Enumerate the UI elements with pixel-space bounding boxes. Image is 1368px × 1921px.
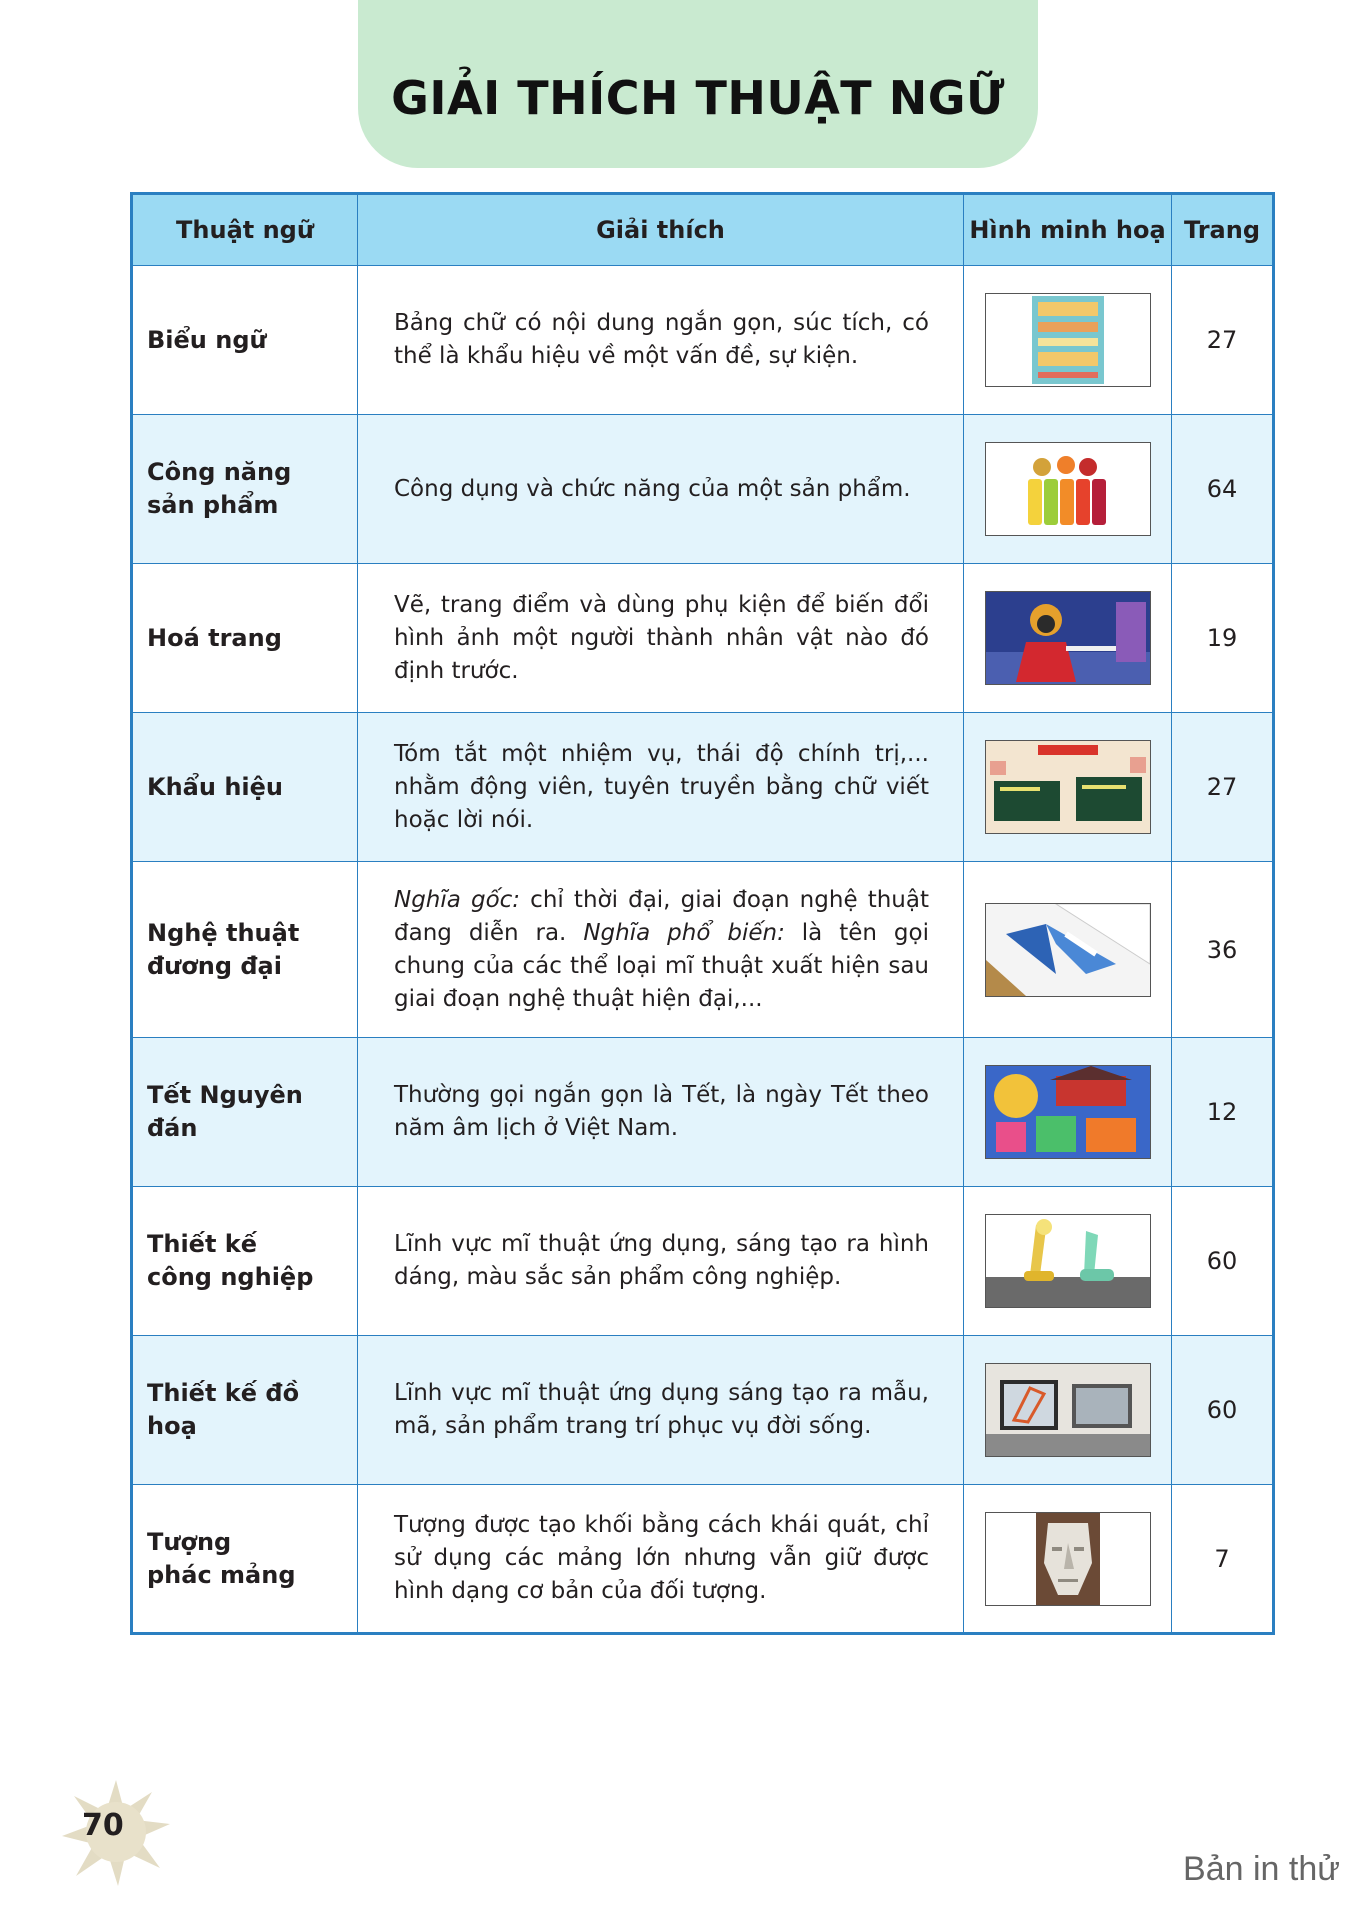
table-row xyxy=(132,713,1274,862)
juice-bottles-image xyxy=(985,442,1151,536)
term-cell: Khẩu hiệu xyxy=(132,713,358,862)
header-explanation: Giải thích xyxy=(358,194,964,266)
table-row xyxy=(132,266,1274,415)
table-row xyxy=(132,564,1274,713)
term-cell: Hoá trang xyxy=(132,564,358,713)
explanation-part: Nghĩa phổ biến: xyxy=(583,919,785,946)
explanation-part: là tên gọi chung của các thể loại mĩ thuật xuất hiện sau giai đoạn nghệ thuật hiện đại,... xyxy=(394,919,929,1012)
term-cell: Thiết kế đồ hoạ xyxy=(132,1336,358,1485)
explanation-cell: Tóm tắt một nhiệm vụ, thái độ chính trị,... nhằm động viên, tuyên truyền bằng chữ viết hoặc lời nói. xyxy=(358,713,964,862)
draft-label: Bản in thử xyxy=(1183,1850,1340,1888)
page-cell: 36 xyxy=(1172,862,1274,1038)
banner-poster-image xyxy=(985,293,1151,387)
term-cell: Công năng sản phẩm xyxy=(132,415,358,564)
contemporary-art-image xyxy=(985,903,1151,997)
page-cell: 60 xyxy=(1172,1187,1274,1336)
term-cell: Nghệ thuật đương đại xyxy=(132,862,358,1038)
explanation-cell: Bảng chữ có nội dung ngắn gọn, súc tích, có thể là khẩu hiệu về một vấn đề, sự kiện. xyxy=(358,266,964,415)
desk-lamps-image xyxy=(985,1214,1151,1308)
faceted-head-sculpture-image xyxy=(985,1512,1151,1606)
page-cell: 64 xyxy=(1172,415,1274,564)
design-office-image xyxy=(985,1363,1151,1457)
page-number: 70 xyxy=(82,1808,124,1843)
term-cell: Tượng phác mảng xyxy=(132,1485,358,1634)
page-cell: 7 xyxy=(1172,1485,1274,1634)
page-cell: 27 xyxy=(1172,266,1274,415)
explanation-part: chỉ thời đại, giai đoạn nghệ thuật đang diễn ra. xyxy=(394,886,929,946)
classroom-slogan-image xyxy=(985,740,1151,834)
page-title: GIẢI THÍCH THUẬT NGỮ xyxy=(391,71,1005,125)
table-row xyxy=(132,1187,1274,1336)
table-row xyxy=(132,862,1274,1038)
page-cell: 19 xyxy=(1172,564,1274,713)
page-number-badge xyxy=(56,1772,176,1892)
explanation-cell: Lĩnh vực mĩ thuật ứng dụng sáng tạo ra mẫu, mã, sản phẩm trang trí phục vụ đời sống. xyxy=(358,1336,964,1485)
terms-table xyxy=(130,192,1275,1635)
explanation-cell: Thường gọi ngắn gọn là Tết, là ngày Tết theo năm âm lịch ở Việt Nam. xyxy=(358,1038,964,1187)
table-row xyxy=(132,415,1274,564)
page-cell: 27 xyxy=(1172,713,1274,862)
table-row xyxy=(132,1038,1274,1187)
header-term: Thuật ngữ xyxy=(132,194,358,266)
table-row xyxy=(132,1336,1274,1485)
term-cell: Tết Nguyên đán xyxy=(132,1038,358,1187)
explanation-cell: Lĩnh vực mĩ thuật ứng dụng, sáng tạo ra hình dáng, màu sắc sản phẩm công nghiệp. xyxy=(358,1187,964,1336)
title-banner xyxy=(358,0,1038,168)
table-row xyxy=(132,1485,1274,1634)
header-illustration: Hình minh hoạ xyxy=(964,194,1172,266)
tet-painting-image xyxy=(985,1065,1151,1159)
explanation-part: Nghĩa gốc: xyxy=(394,886,521,913)
page-cell: 12 xyxy=(1172,1038,1274,1187)
explanation-cell xyxy=(358,862,964,1038)
costumed-performer-image xyxy=(985,591,1151,685)
table-header-row xyxy=(132,194,1274,266)
explanation-cell: Tượng được tạo khối bằng cách khái quát, chỉ sử dụng các mảng lớn nhưng vẫn giữ được hình dạng cơ bản của đối tượng. xyxy=(358,1485,964,1634)
header-page: Trang xyxy=(1172,194,1274,266)
term-cell: Thiết kế công nghiệp xyxy=(132,1187,358,1336)
explanation-cell: Vẽ, trang điểm và dùng phụ kiện để biến đổi hình ảnh một người thành nhân vật nào đó định trước. xyxy=(358,564,964,713)
page-cell: 60 xyxy=(1172,1336,1274,1485)
term-cell: Biểu ngữ xyxy=(132,266,358,415)
explanation-cell: Công dụng và chức năng của một sản phẩm. xyxy=(358,415,964,564)
